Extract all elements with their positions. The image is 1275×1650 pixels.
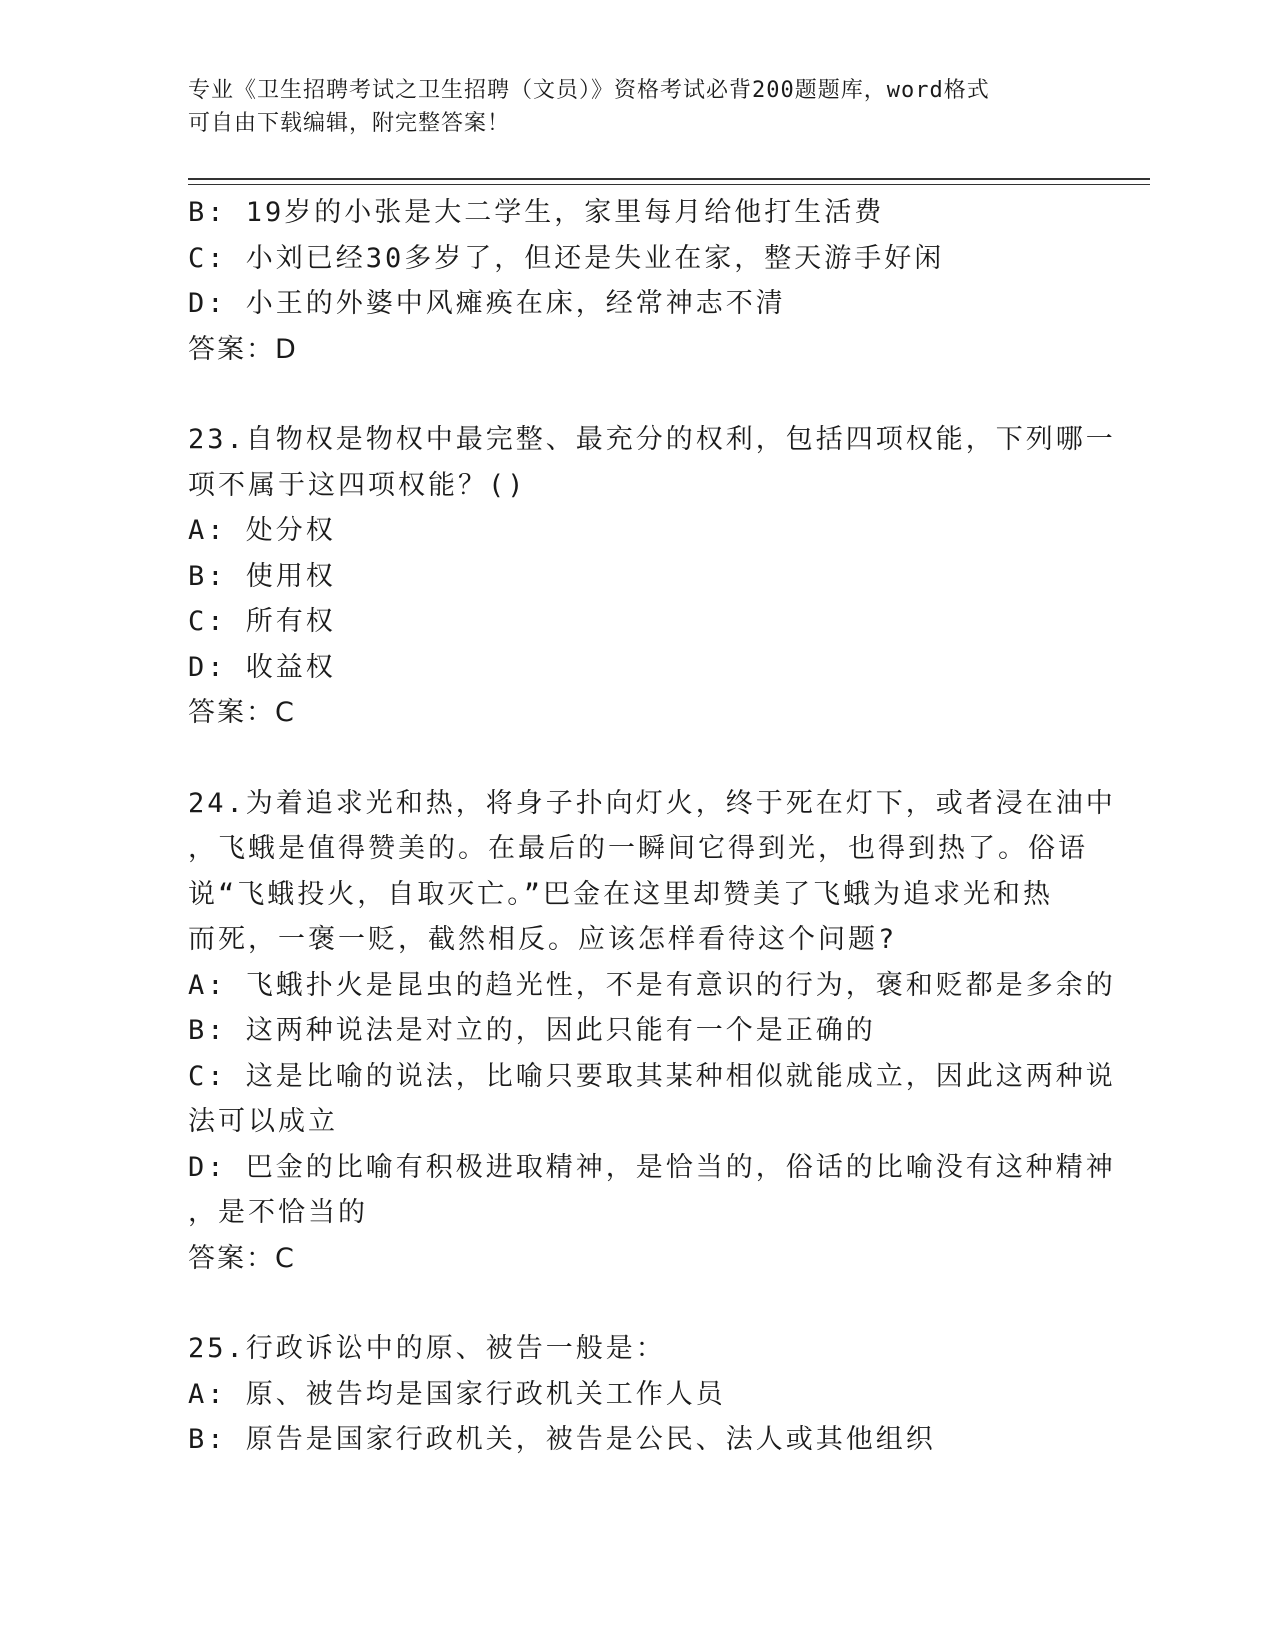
option-b: B: 原告是国家行政机关，被告是公民、法人或其他组织 xyxy=(188,1424,936,1455)
option-a: A: 原、被告均是国家行政机关工作人员 xyxy=(188,1378,726,1410)
option-d-continued: ，是不恰当的 xyxy=(188,1197,368,1228)
option-c-continued: 法可以成立 xyxy=(188,1106,338,1137)
document-header xyxy=(188,74,1088,140)
question-content xyxy=(188,190,1116,1463)
option-a: A: 飞蛾扑火是昆虫的趋光性，不是有意识的行为，褒和贬都是多余的 xyxy=(188,969,1116,1001)
option-a: A: 处分权 xyxy=(188,515,336,546)
option-c: C: 小刘已经30多岁了，但还是失业在家，整天游手好闲 xyxy=(188,242,945,274)
option-d: D: 巴金的比喻有积极进取精神，是恰当的，俗话的比喻没有这种精神 xyxy=(188,1151,1116,1183)
question-22-fragment xyxy=(188,190,1088,372)
header-rule-thin xyxy=(188,184,1150,185)
option-b: B: 这两种说法是对立的，因此只能有一个是正确的 xyxy=(188,1015,876,1046)
option-b: B: 使用权 xyxy=(188,560,336,592)
question-stem-line: 而死，一褒一贬，截然相反。应该怎样看待这个问题? xyxy=(188,924,898,955)
question-24 xyxy=(188,781,1116,1282)
header-rule-thick xyxy=(188,178,1150,180)
question-25 xyxy=(188,1326,1088,1463)
answer-line: 答案：C xyxy=(188,1242,296,1274)
question-stem-line: 说“飞蛾投火，自取灭亡。”巴金在这里却赞美了飞蛾为追求光和热 xyxy=(188,878,1054,910)
option-c: C: 所有权 xyxy=(188,606,336,637)
question-stem-line: 24.为着追求光和热，将身子扑向灯火，终于死在灯下，或者浸在油中 xyxy=(188,787,1116,819)
answer-line: 答案：D xyxy=(188,333,298,365)
answer-line: 答案：C xyxy=(188,697,296,728)
option-d: D: 小王的外婆中风瘫痪在床，经常神志不清 xyxy=(188,288,786,319)
question-stem-line: ，飞蛾是值得赞美的。在最后的一瞬间它得到光，也得到热了。俗语 xyxy=(188,833,1088,864)
header-line-2: 可自由下载编辑，附完整答案！ xyxy=(188,111,511,136)
option-c: C: 这是比喻的说法，比喻只要取其某种相似就能成立，因此这两种说 xyxy=(188,1060,1116,1092)
question-stem-line: 25.行政诉讼中的原、被告一般是： xyxy=(188,1333,666,1364)
question-stem-line: 23.自物权是物权中最完整、最充分的权利，包括四项权能，下列哪一 xyxy=(188,424,1116,455)
option-b: B: 19岁的小张是大二学生，家里每月给他打生活费 xyxy=(188,197,885,228)
header-line-1: 专业《卫生招聘考试之卫生招聘（文员）》资格考试必背200题题库，word格式 xyxy=(188,78,990,103)
option-d: D: 收益权 xyxy=(188,651,336,683)
question-23 xyxy=(188,417,1116,736)
question-stem-line: 项不属于这四项权能？() xyxy=(188,469,527,501)
